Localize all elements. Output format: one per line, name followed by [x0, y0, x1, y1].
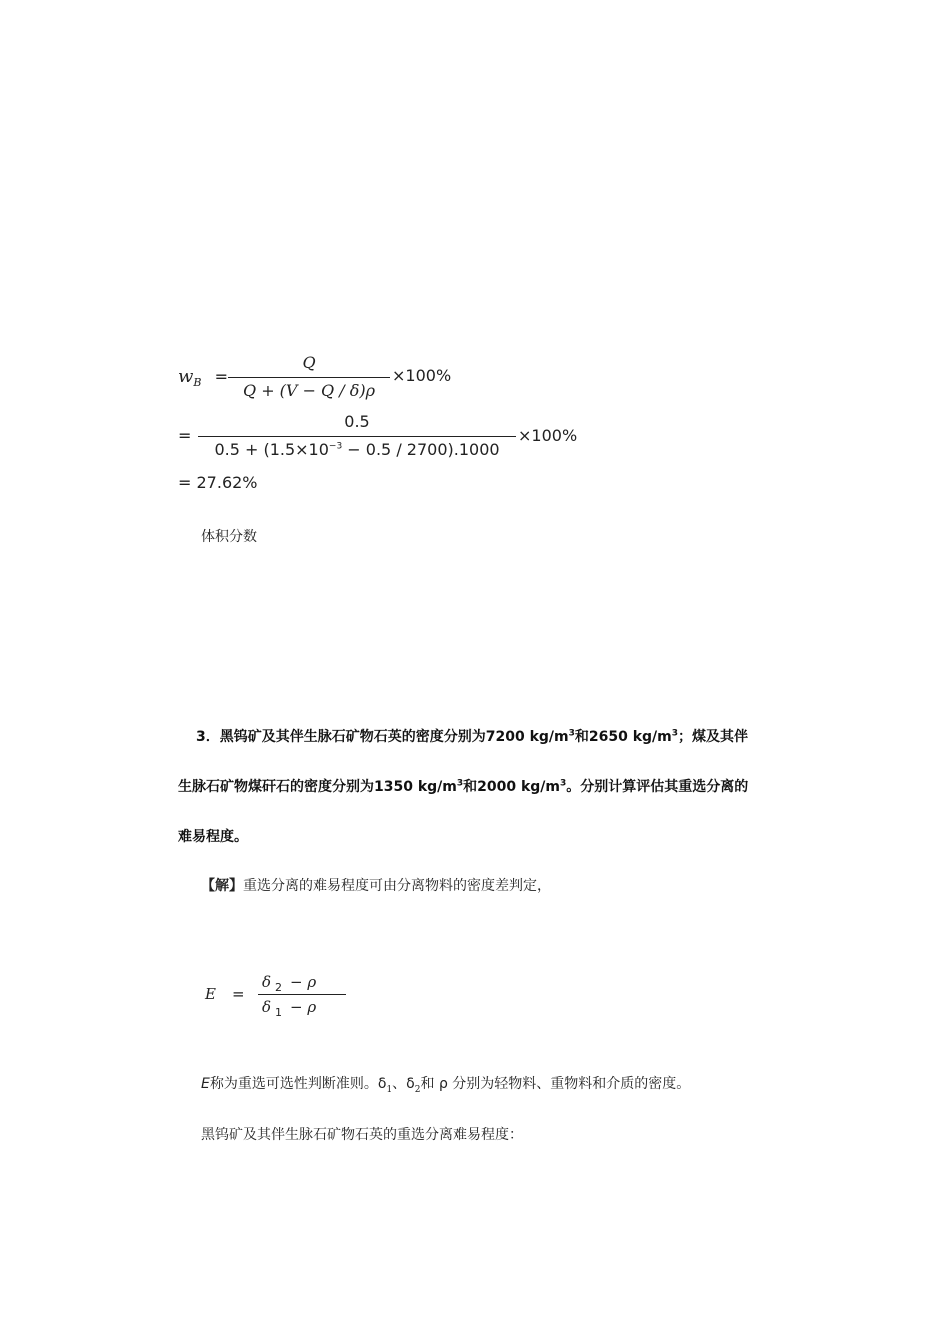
fraction-2-numerator: 0.5	[344, 412, 370, 431]
equals-2: =	[178, 426, 192, 445]
problem-3-line-3: 难易程度。	[178, 829, 248, 845]
fraction-1-numerator: Q	[302, 353, 316, 372]
criterion-explanation: E称为重选可选性判断准则。$\delta_1$、$\delta_2$和 ρ 分别为轻物料、重物料和介质的密度。	[201, 1076, 691, 1095]
wolframite-difficulty-line: 黑钨矿及其伴生脉石矿物石英的重选分离难易程度：	[201, 1127, 523, 1143]
problem-3-line-2: 生脉石矿物煤矸石的密度分别为1350 $kg/m^3$和2000 $kg/m^3$。分别计算评估其重选分离的	[178, 778, 749, 795]
solution-intro: 【解】重选分离的难易程度可由分离物料的密度差判定，	[201, 878, 551, 894]
formula-2-numerator: δ $_2$ − ρ	[262, 973, 317, 994]
fraction-bar-1	[228, 377, 390, 378]
problem-3-line-1: 3．黑钨矿及其伴生脉石矿物石英的密度分别为7200 $kg/m^3$和2650 $kg/m^3$；煤及其伴	[196, 728, 749, 745]
result-line: = 27.62%	[178, 473, 258, 492]
label-volume-fraction: 体积分数	[201, 529, 257, 545]
fraction-2-denominator: $0.5 + (1.5\times 10^{-3} - 0.5 / 2700).1000$	[214, 440, 500, 459]
times-100-percent-2: ×100%	[518, 426, 578, 445]
fraction-bar-2	[198, 436, 516, 437]
formula-E: E	[205, 985, 216, 1003]
fraction-1-denominator: Q + (V − Q / δ)ρ	[242, 381, 376, 400]
times-100-percent-1: ×100%	[392, 366, 452, 385]
formula-lhs: $w_B$ =	[178, 366, 229, 390]
formula-2-equals: =	[232, 985, 245, 1003]
formula-2-denominator: δ $_1$ − ρ	[262, 998, 317, 1019]
fraction-bar-3	[258, 994, 346, 995]
